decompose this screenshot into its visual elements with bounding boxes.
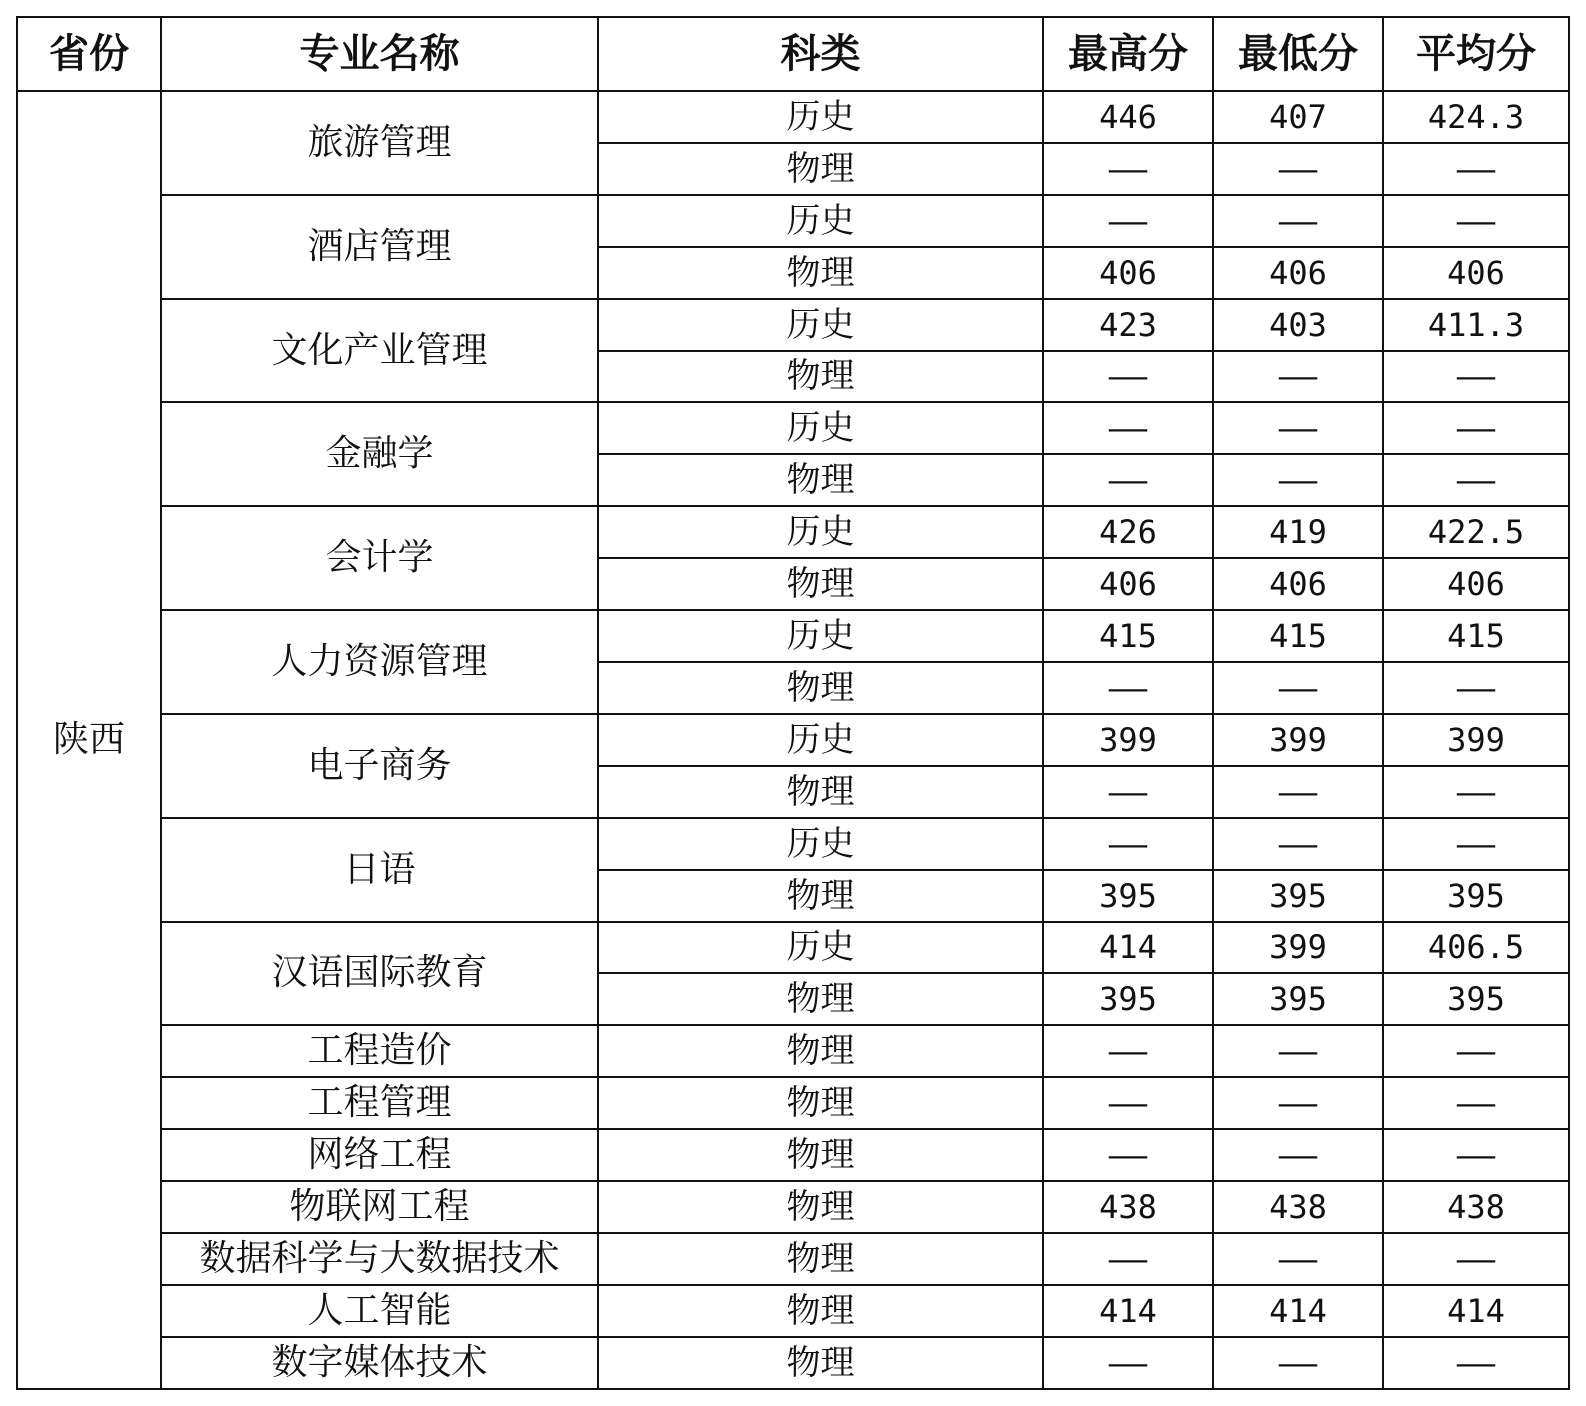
category-cell: 物理 — [598, 1129, 1043, 1181]
max-score-cell: —— — [1043, 1337, 1213, 1389]
min-score-cell: 406 — [1213, 558, 1383, 610]
category-cell: 物理 — [598, 454, 1043, 506]
max-score-cell: 406 — [1043, 558, 1213, 610]
min-score-cell: —— — [1213, 662, 1383, 714]
avg-score-cell: —— — [1383, 351, 1569, 403]
max-score-cell: —— — [1043, 766, 1213, 818]
max-score-cell: —— — [1043, 1129, 1213, 1181]
major-name-cell: 日语 — [161, 818, 598, 922]
category-cell: 物理 — [598, 143, 1043, 195]
category-cell: 历史 — [598, 714, 1043, 766]
avg-score-cell: —— — [1383, 454, 1569, 506]
table-row — [17, 402, 1569, 454]
header-max-score: 最高分 — [1043, 17, 1213, 91]
score-table — [16, 16, 1570, 1390]
major-name-cell: 旅游管理 — [161, 91, 598, 195]
major-name-cell: 物联网工程 — [161, 1181, 598, 1233]
max-score-cell: —— — [1043, 818, 1213, 870]
major-name-cell: 酒店管理 — [161, 195, 598, 299]
table-row — [17, 91, 1569, 143]
min-score-cell: 419 — [1213, 506, 1383, 558]
min-score-cell: —— — [1213, 454, 1383, 506]
table-row — [17, 1285, 1569, 1337]
category-cell: 物理 — [598, 662, 1043, 714]
category-cell: 历史 — [598, 299, 1043, 351]
min-score-cell: —— — [1213, 1077, 1383, 1129]
max-score-cell: —— — [1043, 402, 1213, 454]
table-row — [17, 195, 1569, 247]
major-name-cell: 数据科学与大数据技术 — [161, 1233, 598, 1285]
min-score-cell: —— — [1213, 766, 1383, 818]
avg-score-cell: 415 — [1383, 610, 1569, 662]
table-row — [17, 1233, 1569, 1285]
major-name-cell: 工程造价 — [161, 1025, 598, 1077]
min-score-cell: 438 — [1213, 1181, 1383, 1233]
avg-score-cell: 395 — [1383, 870, 1569, 922]
category-cell: 历史 — [598, 91, 1043, 143]
header-min-score: 最低分 — [1213, 17, 1383, 91]
table-row — [17, 1025, 1569, 1077]
category-cell: 物理 — [598, 870, 1043, 922]
avg-score-cell: —— — [1383, 1233, 1569, 1285]
min-score-cell: —— — [1213, 1025, 1383, 1077]
min-score-cell: 395 — [1213, 870, 1383, 922]
min-score-cell: 399 — [1213, 922, 1383, 974]
table-row — [17, 818, 1569, 870]
max-score-cell: 406 — [1043, 247, 1213, 299]
avg-score-cell: 411.3 — [1383, 299, 1569, 351]
table-row — [17, 922, 1569, 974]
avg-score-cell: —— — [1383, 766, 1569, 818]
table-row — [17, 1077, 1569, 1129]
min-score-cell: 415 — [1213, 610, 1383, 662]
major-name-cell: 数字媒体技术 — [161, 1337, 598, 1389]
major-name-cell: 人力资源管理 — [161, 610, 598, 714]
major-name-cell: 汉语国际教育 — [161, 922, 598, 1026]
major-name-cell: 文化产业管理 — [161, 299, 598, 403]
max-score-cell: 414 — [1043, 922, 1213, 974]
table-row — [17, 1337, 1569, 1389]
major-name-cell: 金融学 — [161, 402, 598, 506]
max-score-cell: 414 — [1043, 1285, 1213, 1337]
category-cell: 物理 — [598, 1025, 1043, 1077]
major-name-cell: 网络工程 — [161, 1129, 598, 1181]
max-score-cell: —— — [1043, 1025, 1213, 1077]
max-score-cell: 415 — [1043, 610, 1213, 662]
avg-score-cell: 399 — [1383, 714, 1569, 766]
category-cell: 历史 — [598, 506, 1043, 558]
min-score-cell: —— — [1213, 351, 1383, 403]
avg-score-cell: —— — [1383, 662, 1569, 714]
max-score-cell: —— — [1043, 454, 1213, 506]
avg-score-cell: 406.5 — [1383, 922, 1569, 974]
max-score-cell: —— — [1043, 1077, 1213, 1129]
min-score-cell: —— — [1213, 402, 1383, 454]
max-score-cell: —— — [1043, 195, 1213, 247]
max-score-cell: 399 — [1043, 714, 1213, 766]
min-score-cell: —— — [1213, 1129, 1383, 1181]
header-province: 省份 — [17, 17, 161, 91]
header-row — [17, 17, 1569, 91]
category-cell: 物理 — [598, 766, 1043, 818]
min-score-cell: —— — [1213, 1233, 1383, 1285]
category-cell: 历史 — [598, 922, 1043, 974]
max-score-cell: —— — [1043, 1233, 1213, 1285]
max-score-cell: 395 — [1043, 973, 1213, 1025]
table-row — [17, 1181, 1569, 1233]
min-score-cell: —— — [1213, 818, 1383, 870]
min-score-cell: —— — [1213, 143, 1383, 195]
header-avg-score: 平均分 — [1383, 17, 1569, 91]
avg-score-cell: 424.3 — [1383, 91, 1569, 143]
table-row — [17, 714, 1569, 766]
avg-score-cell: 422.5 — [1383, 506, 1569, 558]
category-cell: 物理 — [598, 973, 1043, 1025]
avg-score-cell: —— — [1383, 402, 1569, 454]
avg-score-cell: 395 — [1383, 973, 1569, 1025]
max-score-cell: 426 — [1043, 506, 1213, 558]
category-cell: 历史 — [598, 402, 1043, 454]
max-score-cell: —— — [1043, 143, 1213, 195]
min-score-cell: —— — [1213, 195, 1383, 247]
table-body — [17, 91, 1569, 1389]
category-cell: 物理 — [598, 1285, 1043, 1337]
major-name-cell: 人工智能 — [161, 1285, 598, 1337]
avg-score-cell: —— — [1383, 1129, 1569, 1181]
table-row — [17, 1129, 1569, 1181]
avg-score-cell: —— — [1383, 143, 1569, 195]
major-name-cell: 会计学 — [161, 506, 598, 610]
avg-score-cell: 414 — [1383, 1285, 1569, 1337]
province-cell: 陕西 — [17, 91, 161, 1389]
avg-score-cell: 438 — [1383, 1181, 1569, 1233]
avg-score-cell: —— — [1383, 1077, 1569, 1129]
avg-score-cell: —— — [1383, 1337, 1569, 1389]
min-score-cell: —— — [1213, 1337, 1383, 1389]
header-major: 专业名称 — [161, 17, 598, 91]
min-score-cell: 403 — [1213, 299, 1383, 351]
max-score-cell: 423 — [1043, 299, 1213, 351]
avg-score-cell: 406 — [1383, 247, 1569, 299]
max-score-cell: 438 — [1043, 1181, 1213, 1233]
max-score-cell: 446 — [1043, 91, 1213, 143]
table-row — [17, 506, 1569, 558]
table-row — [17, 299, 1569, 351]
max-score-cell: —— — [1043, 662, 1213, 714]
max-score-cell: —— — [1043, 351, 1213, 403]
header-category: 科类 — [598, 17, 1043, 91]
category-cell: 物理 — [598, 351, 1043, 403]
avg-score-cell: —— — [1383, 818, 1569, 870]
category-cell: 物理 — [598, 558, 1043, 610]
table-row — [17, 610, 1569, 662]
min-score-cell: 395 — [1213, 973, 1383, 1025]
category-cell: 历史 — [598, 818, 1043, 870]
min-score-cell: 414 — [1213, 1285, 1383, 1337]
min-score-cell: 399 — [1213, 714, 1383, 766]
category-cell: 物理 — [598, 247, 1043, 299]
major-name-cell: 工程管理 — [161, 1077, 598, 1129]
category-cell: 历史 — [598, 195, 1043, 247]
max-score-cell: 395 — [1043, 870, 1213, 922]
major-name-cell: 电子商务 — [161, 714, 598, 818]
avg-score-cell: —— — [1383, 1025, 1569, 1077]
avg-score-cell: 406 — [1383, 558, 1569, 610]
category-cell: 物理 — [598, 1337, 1043, 1389]
category-cell: 物理 — [598, 1233, 1043, 1285]
category-cell: 物理 — [598, 1181, 1043, 1233]
min-score-cell: 406 — [1213, 247, 1383, 299]
min-score-cell: 407 — [1213, 91, 1383, 143]
category-cell: 历史 — [598, 610, 1043, 662]
avg-score-cell: —— — [1383, 195, 1569, 247]
category-cell: 物理 — [598, 1077, 1043, 1129]
